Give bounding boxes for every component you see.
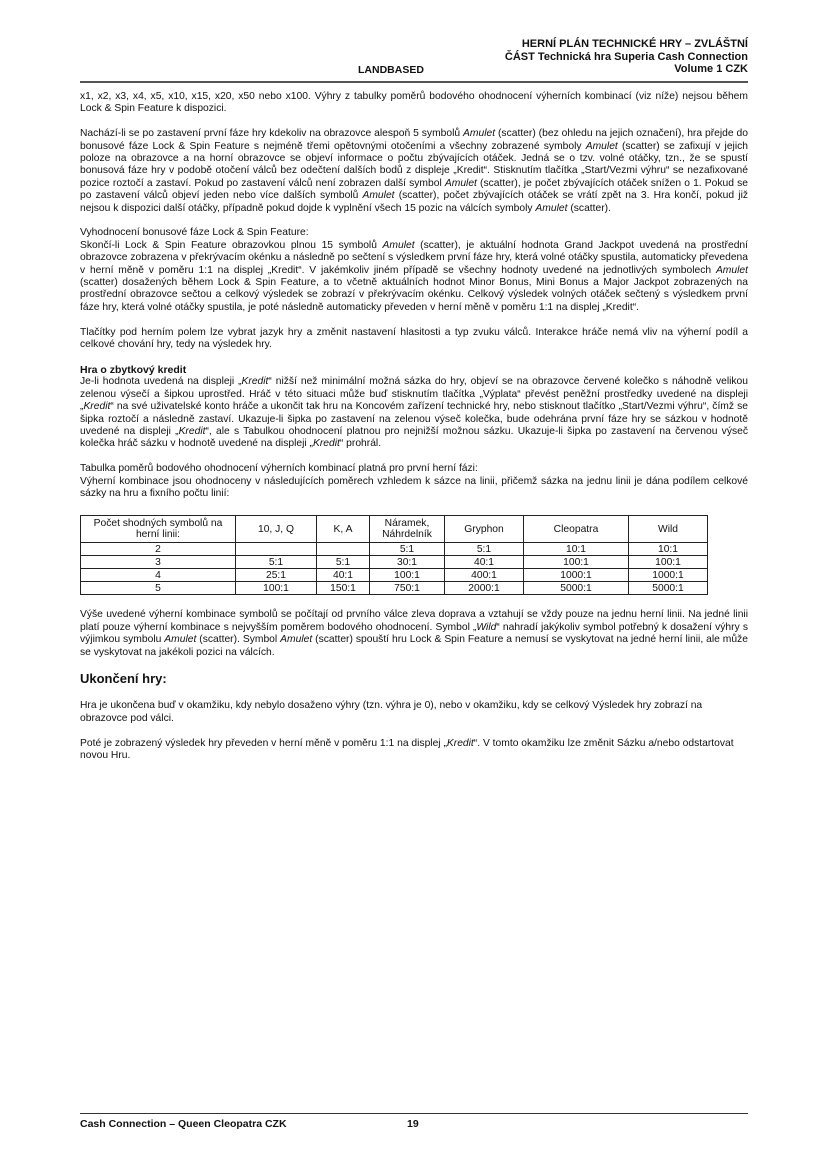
footer-divider <box>80 1113 748 1114</box>
table-cell: 25:1 <box>236 569 317 582</box>
table-row <box>81 569 708 582</box>
paytable-header-ka: K, A <box>317 516 370 543</box>
paytable-header-row <box>81 516 708 543</box>
paytable-header-count: Počet shodných symbolů na herní linii: <box>81 516 236 543</box>
table-cell: 10:1 <box>629 543 708 556</box>
table-cell: 5:1 <box>445 543 524 556</box>
page-number: 19 <box>407 1118 419 1130</box>
paytable-header-gryphon: Gryphon <box>445 516 524 543</box>
table-cell: 2 <box>81 543 236 556</box>
paragraph-paytable-rules: Výše uvedené výherní kombinace symbolů se počítají od prvního válce zleva doprava a vztahují se vždy pouze na jednu herní linii. Na jedné linii platí pouze výherní kombinace s nejvyšším poměrem bodového ohodnocení. Symbol „Wild“ nahradí jakýkoliv symbol potřebný k dosažení výhry s výjimkou symbolu Amulet (scatter). Symbol Amulet (scatter) spouští hru Lock & Spin Feature a nemusí se vyskytovat na jedné herní linii, ale může se vyskytovat na jakékoli pozici na válcích. <box>80 609 748 658</box>
table-cell: 5:1 <box>317 556 370 569</box>
paragraph-remaining-credit: Je-li hodnota uvedená na displeji „Kredit“ nižší než minimální možná sázka do hry, objeví se na obrazovce červené kolečko s náhodně velikou zelenou výsečí a šipkou uprostřed. Hráč v této situaci může buď stisknutím tlačítka „Výplata“ převést peněžní prostředky uvedené na displeji „Kredit“ na své uživatelské konto hráče a ukončit tak hru na Koncovém zařízení technické hry, nebo stisknout tlačítko „Start/Vezmi výhru“, čímž se šipka roztočí a následně zastaví. Ukazuje-li šipka po zastavení na zelenou výseč kolečka, bude odehrána první fáze hry se sázkou v hodnotě uvedené na displeji „Kredit“, ale s Tabulkou ohodnocení platnou pro nejnižší možnou sázku. Ukazuje-li šipka po zastavení na červenou výseč kolečka hráč sázku v hodnotě uvedené na displeji „Kredit“ prohrál. <box>80 376 749 450</box>
table-cell: 5:1 <box>370 543 445 556</box>
table-cell: 1000:1 <box>629 569 708 582</box>
paragraph-paytable-intro: Tabulka poměrů bodového ohodnocení výherních kombinací platná pro první herní fázi: Výherní kombinace jsou ohodnoceny v následujících poměrech vzhledem k sázce na linii, přičemž sázka na jednu linii je dána podílem celkové sázky na hru a fixního počtu linií: <box>80 463 748 499</box>
table-cell: 400:1 <box>445 569 524 582</box>
table-cell: 100:1 <box>370 569 445 582</box>
page-footer <box>80 1118 419 1130</box>
heading-game-end: Ukončení hry: <box>80 671 167 687</box>
table-cell: 40:1 <box>317 569 370 582</box>
table-cell <box>236 543 317 556</box>
header-title-line1: HERNÍ PLÁN TECHNICKÉ HRY – ZVLÁŠTNÍ <box>521 38 748 50</box>
paragraph-result-transfer: Poté je zobrazený výsledek hry převeden v herní měně v poměru 1:1 na displej „Kredit“. V tomto okamžiku lze změnit Sázku a/nebo odstartovat novou Hru. <box>80 737 734 761</box>
header-title <box>505 38 748 76</box>
table-cell: 3 <box>81 556 236 569</box>
paragraph-buttons: Tlačítky pod herním polem lze vybrat jazyk hry a změnit nastavení hlasitosti a typ zvuku válců. Interakce hráče nemá vliv na výherní podíl a celkové chování hry, tedy na výsledek hry. <box>80 326 748 351</box>
table-cell: 100:1 <box>236 582 317 595</box>
table-cell: 2000:1 <box>445 582 524 595</box>
heading-remaining-credit: Hra o zbytkový kredit <box>80 363 187 376</box>
table-cell: 150:1 <box>317 582 370 595</box>
paytable-header-bracelet: Náramek, Náhrdelník <box>370 516 445 543</box>
table-row <box>81 543 708 556</box>
paragraph-lock-spin-trigger: Nachází-li se po zastavení první fáze hry kdekoliv na obrazovce alespoň 5 symbolů Amulet (scatter) (bez ohledu na jejich označení), hra přejde do bonusové fáze Lock & Spin Feature s nejméně třemi opětovnými otočeními a všechny zobrazené symboly Amulet (scatter) se zafixují v jejich poloze na obrazovce a na horní obrazovce se objeví informace o počtu zbývajících otáček. Jedná se o tzv. volné otáčky, tzn., že se spustí bonusová fáze hry v podobě otočení válců bez odečtení dalších bodů z displeje „Kredit“. Stisknutím tlačítka „Start/Vezmi výhru“ se nezafixované pozice roztočí a zastaví. Pokud po zastavení válců není zobrazen další symbol Amulet (scatter), je počet zbývajících otáček snížen o 1. Pokud se po zastavení válců objeví jeden nebo více dalších symbolů Amulet (scatter), počet zbývajících otáček se vrátí zpět na 3. Hra končí, pokud již nejsou k dispozici další otáčky, případně pokud dojde k vyplnění všech 15 pozic na válcích symboly Amulet (scatter). <box>80 128 749 214</box>
table-cell: 750:1 <box>370 582 445 595</box>
header-title-line3: Volume 1 CZK <box>674 63 748 75</box>
table-cell: 10:1 <box>524 543 629 556</box>
page-header <box>80 38 748 80</box>
paytable-header-10jq: 10, J, Q <box>236 516 317 543</box>
table-row <box>81 556 708 569</box>
table-row <box>81 582 708 595</box>
paragraph-lock-spin-evaluation: Vyhodnocení bonusové fáze Lock & Spin Feature: Skončí-li Lock & Spin Feature obrazovkou plnou 15 symbolů Amulet (scatter), je aktuální hodnota Grand Jackpot uvedená na prostřední obrazovce zobrazena v překrývacím okénku a následně po sečtení s výsledkem první fáze hry, která volné otáčky spustila, automaticky převedena v herní měně v poměru 1:1 na displej „Kredit“. V jakémkoliv jiném případě se všechny hodnoty uvedené na jednotlivých symbolech Amulet (scatter) dosažených během Lock & Spin Feature, a to včetně aktuálních hodnot Minor Bonus, Mini Bonus a Major Jackpot zobrazených na prostřední obrazovce sečtou a celkový výsledek se zobrazí v překrývacím okénku. Celkový výsledek volných otáček sečtený s výsledkem první fáze hry, která volné otáčky spustila, je poté následně automaticky převeden v herní měně v poměru 1:1 na displej „Kredit“. <box>80 227 749 313</box>
document-body <box>80 91 748 775</box>
table-cell: 5000:1 <box>629 582 708 595</box>
table-cell: 100:1 <box>524 556 629 569</box>
table-cell: 5000:1 <box>524 582 629 595</box>
paragraph-multipliers: x1, x2, x3, x4, x5, x10, x15, x20, x50 nebo x100. Výhry z tabulky poměrů bodového ohodnocení výherních kombinací (viz níže) nejsou během Lock & Spin Feature k dispozici. <box>80 91 748 115</box>
header-divider <box>80 81 748 83</box>
table-cell: 1000:1 <box>524 569 629 582</box>
table-cell: 40:1 <box>445 556 524 569</box>
paragraph-game-end: Hra je ukončena buď v okamžiku, kdy nebylo dosaženo výhry (tzn. výhra je 0), nebo v okamžiku, kdy se celkový Výsledek hry zobrazí na obrazovce pod válci. <box>80 700 703 724</box>
paytable-header-wild: Wild <box>629 516 708 543</box>
table-cell: 30:1 <box>370 556 445 569</box>
footer-title: Cash Connection – Queen Cleopatra CZK <box>80 1118 287 1130</box>
table-cell: 100:1 <box>629 556 708 569</box>
table-cell: 5:1 <box>236 556 317 569</box>
table-cell: 4 <box>81 569 236 582</box>
paytable-header-cleopatra: Cleopatra <box>524 516 629 543</box>
paytable <box>80 515 708 595</box>
table-cell <box>317 543 370 556</box>
header-title-line2: ČÁST Technická hra Superia Cash Connection <box>504 50 748 63</box>
table-cell: 5 <box>81 582 236 595</box>
header-landbased: LANDBASED <box>358 64 424 76</box>
